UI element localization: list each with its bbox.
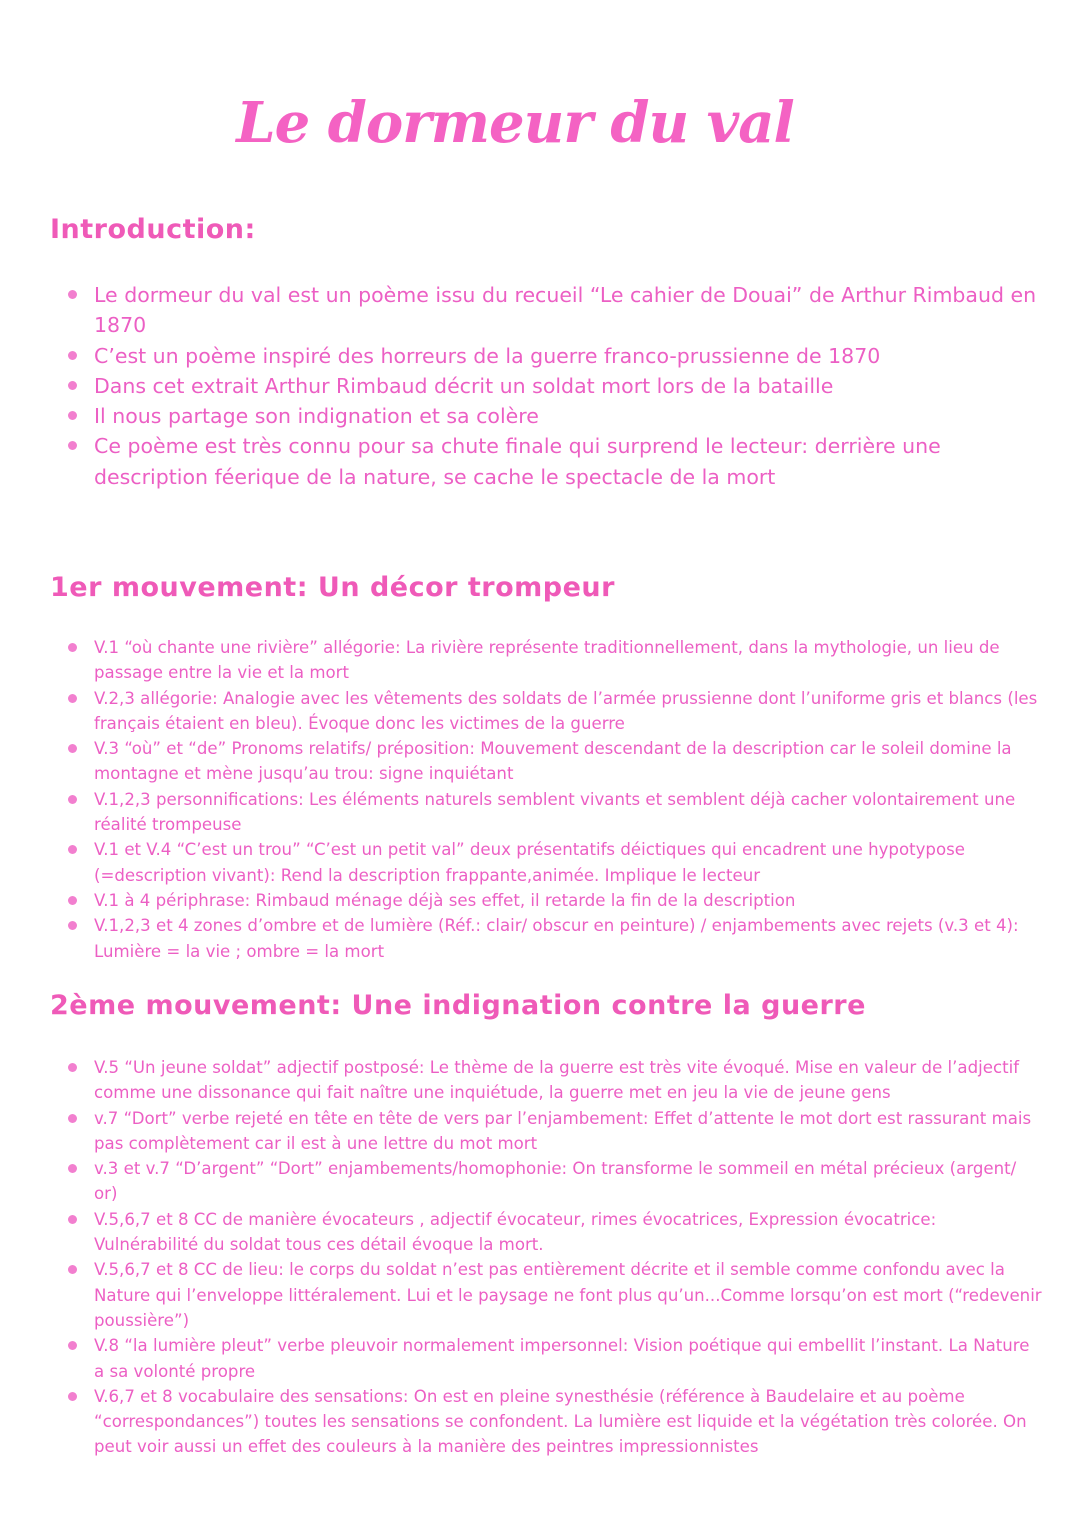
list-item-text: Dans cet extrait Arthur Rimbaud décrit un soldat mort lors de la bataille [94, 373, 834, 398]
list-item [94, 1333, 1044, 1384]
list-item [94, 341, 1044, 371]
movement1-list [94, 635, 1044, 964]
bullet-icon [68, 845, 77, 854]
list-item-text: V.1 à 4 périphrase: Rimbaud ménage déjà ses effet, il retarde la fin de la description [94, 890, 796, 910]
list-item-text: V.1 et V.4 “C’est un trou” “C’est un petit val” deux présentatifs déictiques qui encadrent une hypotypose (=description vivant): Rend la description frappante,animée. Implique le lecteur [94, 840, 965, 885]
list-item-text: Ce poème est très connu pour sa chute finale qui surprend le lecteur: derrière une description féerique de la nature, se cache le spectacle de la mort [94, 434, 941, 489]
list-item [94, 635, 1044, 686]
introduction-heading: Introduction: [50, 214, 256, 245]
bullet-icon [68, 896, 77, 905]
bullet-icon [68, 1265, 77, 1274]
list-item [94, 371, 1044, 401]
list-item-text: V.6,7 et 8 vocabulaire des sensations: On est en pleine synesthésie (référence à Baudelaire et au poème “correspondances”) toutes les sensations se confondent. La lumière est liquide et la végétation très colorée. On peut voir aussi un effet des couleurs à la manière des peintres impressionnistes [94, 1386, 1027, 1457]
bullet-icon [68, 795, 77, 804]
movement2-heading: 2ème mouvement: Une indignation contre la guerre [50, 990, 866, 1021]
list-item [94, 280, 1044, 341]
list-item-text: v.3 et v.7 “D’argent” “Dort” enjambements/homophonie: On transforme le sommeil en métal précieux (argent/ or) [94, 1159, 1017, 1204]
bullet-icon [68, 921, 77, 930]
list-item [94, 736, 1044, 787]
page-title: Le dormeur du val [236, 89, 794, 156]
list-item [94, 787, 1044, 838]
list-item [94, 1257, 1044, 1333]
list-item-text: V.5,6,7 et 8 CC de manière évocateurs , adjectif évocateur, rimes évocatrices, Expression évocatrice: Vulnérabilité du soldat tous ces détail évoque la mort. [94, 1209, 937, 1255]
list-item-text: V.8 “la lumière pleut” verbe pleuvoir normalement impersonnel: Vision poétique qui embellit l’instant. La Nature a sa volonté propre [94, 1336, 1030, 1381]
list-item [94, 837, 1044, 888]
bullet-icon [68, 351, 77, 360]
list-item [94, 913, 1044, 964]
list-item-text: V.1 “où chante une rivière” allégorie: La rivière représente traditionnellement, dans la mythologie, un lieu de passage entre la vie et la mort [94, 638, 1000, 683]
bullet-icon [68, 441, 77, 450]
bullet-icon [68, 1114, 77, 1123]
bullet-icon [68, 290, 77, 299]
list-item [94, 431, 1044, 492]
list-item [94, 401, 1044, 431]
bullet-icon [68, 1341, 77, 1350]
introduction-list [94, 280, 1044, 492]
bullet-icon [68, 694, 77, 703]
bullet-icon [68, 1215, 77, 1224]
bullet-icon [68, 1392, 77, 1401]
list-item-text: V.5 “Un jeune soldat” adjectif postposé: Le thème de la guerre est très vite évoqué. Mise en valeur de l’adjectif comme une dissonance qui fait naître une inquiétude, la guerre met en jeu la vie de jeune gens [94, 1058, 1020, 1103]
list-item-text: Il nous partage son indignation et sa colère [94, 404, 539, 429]
list-item-text: V.1,2,3 et 4 zones d’ombre et de lumière (Réf.: clair/ obscur en peinture) / enjambements avec rejets (v.3 et 4): Lumière = la vie ; ombre = la mort [94, 916, 1019, 961]
list-item [94, 1156, 1044, 1207]
movement2-list [94, 1055, 1044, 1460]
bullet-icon [68, 643, 77, 652]
list-item [94, 1384, 1044, 1460]
movement1-heading: 1er mouvement: Un décor trompeur [50, 572, 615, 603]
list-item [94, 1106, 1044, 1157]
bullet-icon [68, 1063, 77, 1072]
bullet-icon [68, 1164, 77, 1173]
list-item-text: V.2,3 allégorie: Analogie avec les vêtements des soldats de l’armée prussienne dont l’uniforme gris et blancs (les français étaient en bleu). Évoque donc les victimes de la guerre [94, 688, 1038, 733]
list-item [94, 1055, 1044, 1106]
list-item-text: V.3 “où” et “de” Pronoms relatifs/ préposition: Mouvement descendant de la description car le soleil domine la montagne et mène jusqu’au trou: signe inquiétant [94, 739, 1012, 784]
bullet-icon [68, 411, 77, 420]
list-item [94, 888, 1044, 913]
bullet-icon [68, 381, 77, 390]
list-item-text: V.1,2,3 personnifications: Les éléments naturels semblent vivants et semblent déjà cacher volontairement une réalité trompeuse [94, 789, 1016, 835]
bullet-icon [68, 744, 77, 753]
list-item-text: v.7 “Dort” verbe rejeté en tête en tête de vers par l’enjambement: Effet d’attente le mot dort est rassurant mais pas complètement car il est à une lettre du mot mort [94, 1108, 1032, 1153]
list-item [94, 1207, 1044, 1258]
list-item-text: V.5,6,7 et 8 CC de lieu: le corps du soldat n’est pas entièrement décrite et il semble comme confondu avec la Nature qui l’enveloppe littéralement. Lui et le paysage ne font plus qu’un...Comme lorsqu’on est mort (“redevenir poussière”) [94, 1260, 1042, 1330]
list-item-text: C’est un poème inspiré des horreurs de la guerre franco-prussienne de 1870 [94, 343, 881, 368]
list-item [94, 686, 1044, 737]
list-item-text: Le dormeur du val est un poème issu du recueil “Le cahier de Douai” de Arthur Rimbaud en 1870 [94, 283, 1037, 338]
